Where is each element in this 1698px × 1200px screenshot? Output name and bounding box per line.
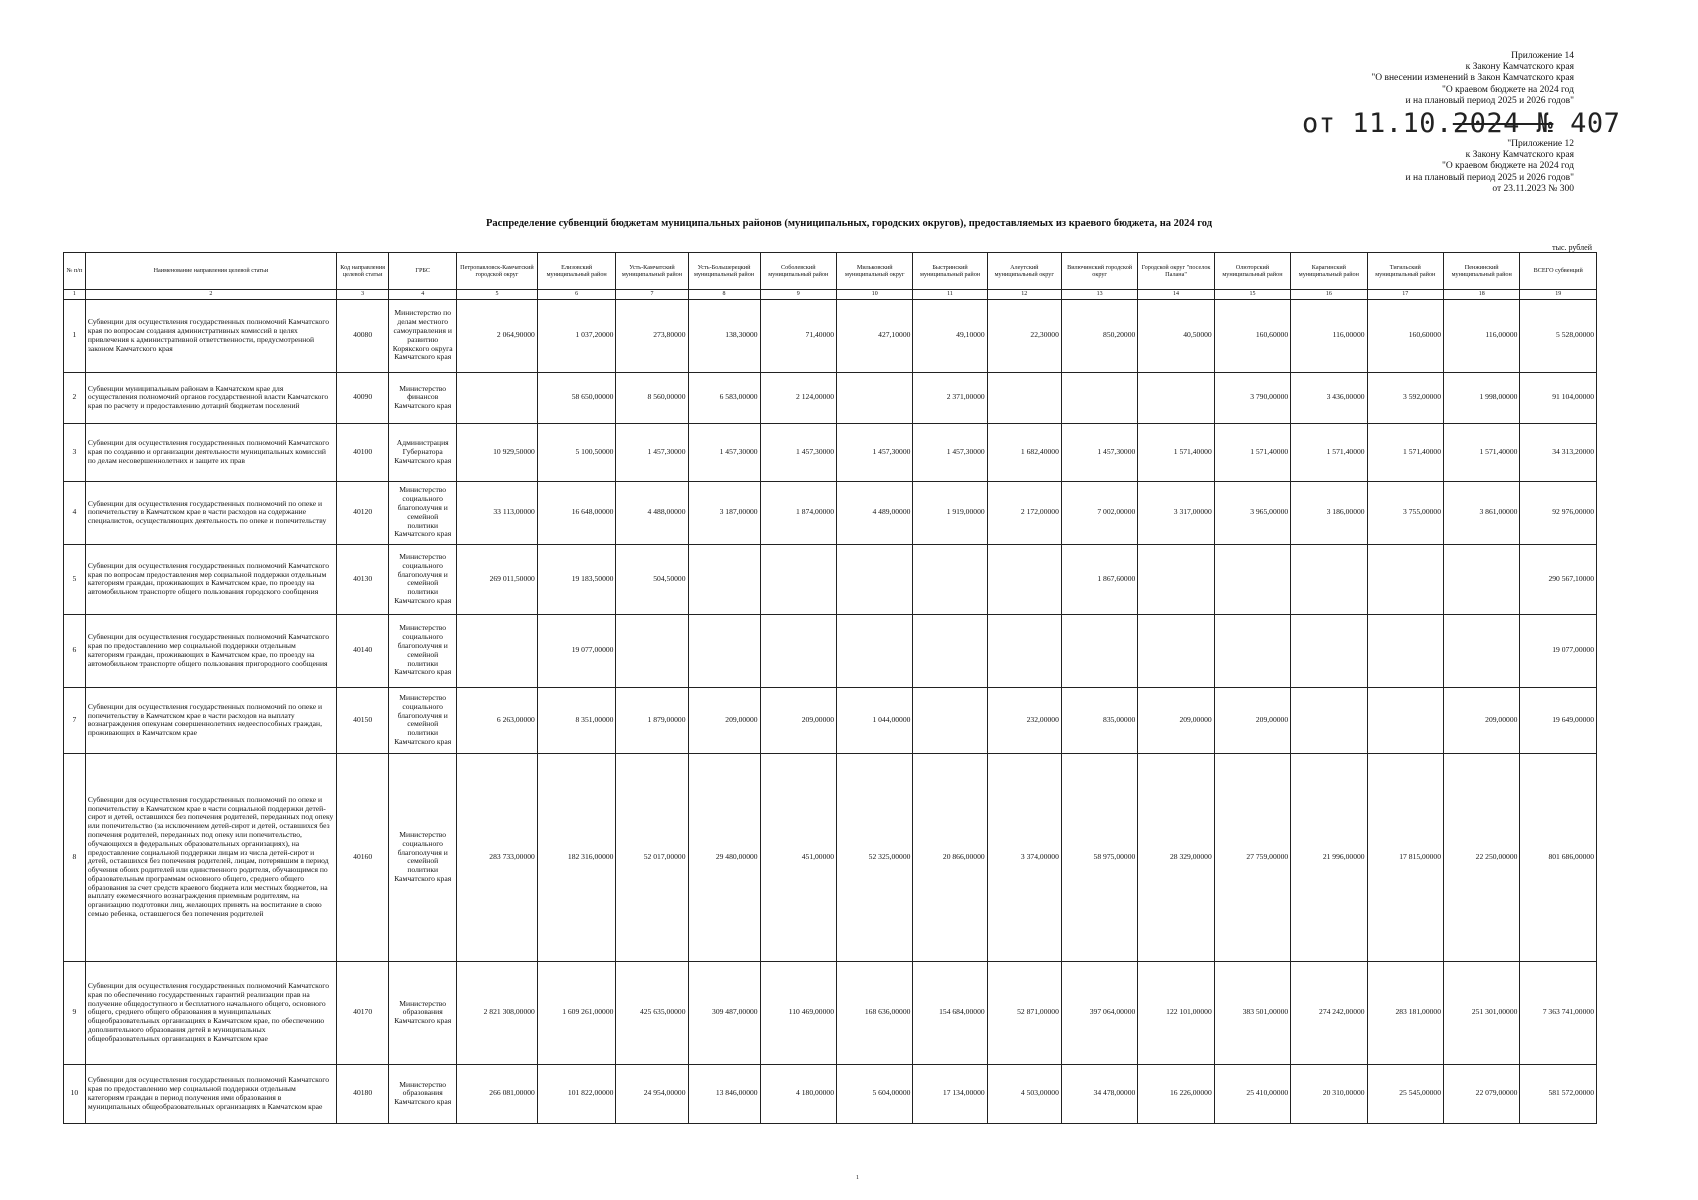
value-cell: 1 571,40000: [1214, 423, 1290, 481]
column-number: 12: [987, 290, 1061, 300]
row-number: 7: [64, 687, 86, 753]
column-header: Код направления целевой статьи: [336, 253, 388, 290]
value-cell: 138,30000: [688, 299, 760, 372]
total-cell: 19 649,00000: [1520, 687, 1597, 753]
total-cell: 34 313,20000: [1520, 423, 1597, 481]
value-cell: 835,00000: [1061, 687, 1137, 753]
value-cell: 209,00000: [760, 687, 836, 753]
row-grbs: Министерство социального благополучия и семейной политики Камчатского края: [389, 753, 457, 961]
appendix-line: "О краевом бюджете на 2024 год: [1442, 84, 1574, 95]
previous-appendix-header: [1154, 139, 1574, 195]
column-number: 10: [837, 290, 913, 300]
value-cell: 2 371,00000: [913, 372, 987, 423]
value-cell: 101 822,00000: [537, 1064, 616, 1123]
value-cell: [1291, 614, 1367, 687]
column-header: № п/п: [64, 253, 86, 290]
column-number: 15: [1214, 290, 1290, 300]
table-row: [64, 614, 1597, 687]
table-row: [64, 961, 1597, 1064]
total-cell: 91 104,00000: [1520, 372, 1597, 423]
column-header: Усть-Большерецкий муниципальный район: [688, 253, 760, 290]
value-cell: 71,40000: [760, 299, 836, 372]
value-cell: 1 879,00000: [616, 687, 688, 753]
total-cell: 801 686,00000: [1520, 753, 1597, 961]
value-cell: 182 316,00000: [537, 753, 616, 961]
value-cell: 1 457,30000: [688, 423, 760, 481]
value-cell: 1 457,30000: [760, 423, 836, 481]
row-code: 40160: [336, 753, 388, 961]
appendix-line: от 23.11.2023 № 300: [1492, 183, 1574, 194]
value-cell: 451,00000: [760, 753, 836, 961]
value-cell: [1214, 544, 1290, 614]
row-code: 40080: [336, 299, 388, 372]
value-cell: 309 487,00000: [688, 961, 760, 1064]
footer-mark: 1: [856, 1175, 859, 1181]
row-code: 40140: [336, 614, 388, 687]
row-code: 40100: [336, 423, 388, 481]
value-cell: [1138, 544, 1214, 614]
row-number: 3: [64, 423, 86, 481]
value-cell: 3 187,00000: [688, 481, 760, 544]
column-number: 19: [1520, 290, 1597, 300]
value-cell: 2 172,00000: [987, 481, 1061, 544]
value-cell: 273,80000: [616, 299, 688, 372]
appendix-header: [1154, 51, 1574, 107]
value-cell: 20 866,00000: [913, 753, 987, 961]
total-cell: 7 363 741,00000: [1520, 961, 1597, 1064]
value-cell: 52 017,00000: [616, 753, 688, 961]
row-name: Субвенции для осуществления государственных полномочий по опеке и попечительству в Камчатском крае в части расходов на выплату вознаграждения опекунам совершеннолетних недееспособных граждан, проживающих в Камчатском крае: [85, 687, 336, 753]
value-cell: 425 635,00000: [616, 961, 688, 1064]
column-header: Тигильский муниципальный район: [1367, 253, 1443, 290]
row-grbs: Министерство финансов Камчатского края: [389, 372, 457, 423]
value-cell: 25 410,00000: [1214, 1064, 1290, 1123]
row-number: 5: [64, 544, 86, 614]
column-header: Карагинский муниципальный район: [1291, 253, 1367, 290]
column-header: ВСЕГО субвенций: [1520, 253, 1597, 290]
table-row: [64, 481, 1597, 544]
value-cell: 1 998,00000: [1444, 372, 1520, 423]
units-label: тыс. рублей: [1552, 243, 1592, 252]
appendix-line: "Приложение 12: [1507, 139, 1574, 149]
value-cell: 1 037,20000: [537, 299, 616, 372]
total-cell: 290 567,10000: [1520, 544, 1597, 614]
column-header: ГРБС: [389, 253, 457, 290]
value-cell: [457, 372, 538, 423]
value-cell: 4 503,00000: [987, 1064, 1061, 1123]
value-cell: 3 755,00000: [1367, 481, 1443, 544]
value-cell: [1291, 687, 1367, 753]
row-name: Субвенции для осуществления государственных полномочий Камчатского края по вопросам создания административных комиссий в целях привлечения к административной ответственности, предусмотренной законом Камчатского края: [85, 299, 336, 372]
value-cell: 3 186,00000: [1291, 481, 1367, 544]
document-title: Распределение субвенций бюджетам муниципальных районов (муниципальных, городских округов), предоставляемых из краевого бюджета, на 2024 год: [485, 218, 1213, 229]
value-cell: [1061, 614, 1137, 687]
value-cell: 17 134,00000: [913, 1064, 987, 1123]
row-code: 40130: [336, 544, 388, 614]
column-number: 16: [1291, 290, 1367, 300]
value-cell: [688, 614, 760, 687]
value-cell: 3 374,00000: [987, 753, 1061, 961]
value-cell: 427,10000: [837, 299, 913, 372]
value-cell: 25 545,00000: [1367, 1064, 1443, 1123]
value-cell: 1 867,60000: [1061, 544, 1137, 614]
value-cell: 3 317,00000: [1138, 481, 1214, 544]
value-cell: 52 325,00000: [837, 753, 913, 961]
value-cell: [1444, 614, 1520, 687]
table-row: [64, 1064, 1597, 1123]
value-cell: 116,00000: [1291, 299, 1367, 372]
column-header: Мильковский муниципальный округ: [837, 253, 913, 290]
value-cell: [913, 544, 987, 614]
value-cell: 40,50000: [1138, 299, 1214, 372]
value-cell: 3 790,00000: [1214, 372, 1290, 423]
row-code: 40120: [336, 481, 388, 544]
value-cell: 22,30000: [987, 299, 1061, 372]
date-number-stamp: [1302, 108, 1620, 139]
row-number: 9: [64, 961, 86, 1064]
column-number: 5: [457, 290, 538, 300]
table-row: [64, 372, 1597, 423]
value-cell: 2 821 308,00000: [457, 961, 538, 1064]
value-cell: 4 488,00000: [616, 481, 688, 544]
value-cell: 116,00000: [1444, 299, 1520, 372]
column-number: 18: [1444, 290, 1520, 300]
value-cell: 1 874,00000: [760, 481, 836, 544]
column-number: 8: [688, 290, 760, 300]
stamp-number: 407: [1570, 108, 1621, 139]
value-cell: 33 113,00000: [457, 481, 538, 544]
value-cell: 1 457,30000: [1061, 423, 1137, 481]
value-cell: [1061, 372, 1137, 423]
value-cell: 5 604,00000: [837, 1064, 913, 1123]
total-cell: 581 572,00000: [1520, 1064, 1597, 1123]
row-grbs: Министерство по делам местного самоуправления и развитию Корякского округа Камчатского края: [389, 299, 457, 372]
value-cell: [913, 687, 987, 753]
value-cell: [1367, 614, 1443, 687]
row-name: Субвенции для осуществления государственных полномочий Камчатского края по вопросам предоставления мер социальной поддержки отдельным категориям граждан, проживающих в Камчатском крае, по проезду на автомобильном транспорте общего пользования городского сообщения: [85, 544, 336, 614]
value-cell: [1214, 614, 1290, 687]
value-cell: [616, 614, 688, 687]
value-cell: [1367, 544, 1443, 614]
column-number: 1: [64, 290, 86, 300]
table-row: [64, 299, 1597, 372]
column-number: 14: [1138, 290, 1214, 300]
value-cell: 283 181,00000: [1367, 961, 1443, 1064]
value-cell: [837, 614, 913, 687]
value-cell: 283 733,00000: [457, 753, 538, 961]
column-header: Соболевский муниципальный район: [760, 253, 836, 290]
row-grbs: Министерство образования Камчатского края: [389, 961, 457, 1064]
column-number: 9: [760, 290, 836, 300]
value-cell: 19 183,50000: [537, 544, 616, 614]
value-cell: 52 871,00000: [987, 961, 1061, 1064]
appendix-line: "О краевом бюджете на 2024 год: [1442, 161, 1574, 172]
value-cell: [987, 614, 1061, 687]
row-name: Субвенции муниципальным районам в Камчатском крае для осуществления полномочий органов государственной власти Камчатского края по расчету и предоставлению дотаций бюджетам поселений: [85, 372, 336, 423]
value-cell: 251 301,00000: [1444, 961, 1520, 1064]
value-cell: 209,00000: [1214, 687, 1290, 753]
value-cell: 1 457,30000: [913, 423, 987, 481]
value-cell: 6 263,00000: [457, 687, 538, 753]
column-header: Городской округ "поселок Палана": [1138, 253, 1214, 290]
row-code: 40090: [336, 372, 388, 423]
value-cell: 266 081,00000: [457, 1064, 538, 1123]
column-header: Вилючинский городской округ: [1061, 253, 1137, 290]
value-cell: 8 560,00000: [616, 372, 688, 423]
value-cell: 154 684,00000: [913, 961, 987, 1064]
value-cell: 49,10000: [913, 299, 987, 372]
value-cell: 28 329,00000: [1138, 753, 1214, 961]
column-number: 6: [537, 290, 616, 300]
value-cell: 168 636,00000: [837, 961, 913, 1064]
row-grbs: Администрация Губернатора Камчатского края: [389, 423, 457, 481]
total-cell: 5 528,00000: [1520, 299, 1597, 372]
appendix-line: "О внесении изменений в Закон Камчатского края: [1371, 73, 1574, 84]
value-cell: [457, 614, 538, 687]
column-number: 17: [1367, 290, 1443, 300]
value-cell: 21 996,00000: [1291, 753, 1367, 961]
row-number: 6: [64, 614, 86, 687]
row-name: Субвенции для осуществления государственных полномочий Камчатского края по обеспечению государственных гарантий реализации прав на получение общедоступного и бесплатного начального общего, основного общего, среднего общего образования в муниципальных общеобразовательных организациях в Камчатском крае, по обеспечению дополнительного образования детей в муниципальных общеобразовательных организациях в Камчатском крае: [85, 961, 336, 1064]
column-header: Быстринский муниципальный район: [913, 253, 987, 290]
value-cell: [760, 544, 836, 614]
row-name: Субвенции для осуществления государственных полномочий Камчатского края по предоставлению мер социальной поддержки отдельным категориям граждан в период получения ими образования в муниципальных общеобразовательных организациях в Камчатском крае: [85, 1064, 336, 1123]
value-cell: 58 650,00000: [537, 372, 616, 423]
row-grbs: Министерство социального благополучия и семейной политики Камчатского края: [389, 544, 457, 614]
column-number: 3: [336, 290, 388, 300]
value-cell: 1 571,40000: [1138, 423, 1214, 481]
row-grbs: Министерство социального благополучия и семейной политики Камчатского края: [389, 481, 457, 544]
row-grbs: Министерство образования Камчатского края: [389, 1064, 457, 1123]
value-cell: 20 310,00000: [1291, 1064, 1367, 1123]
value-cell: [760, 614, 836, 687]
row-grbs: Министерство социального благополучия и семейной политики Камчатского края: [389, 687, 457, 753]
column-header: Пенжинский муниципальный район: [1444, 253, 1520, 290]
value-cell: 1 571,40000: [1367, 423, 1443, 481]
value-cell: 27 759,00000: [1214, 753, 1290, 961]
appendix-line: к Закону Камчатского края: [1465, 150, 1574, 161]
value-cell: 7 002,00000: [1061, 481, 1137, 544]
value-cell: 24 954,00000: [616, 1064, 688, 1123]
value-cell: 6 583,00000: [688, 372, 760, 423]
value-cell: 3 436,00000: [1291, 372, 1367, 423]
value-cell: 5 100,50000: [537, 423, 616, 481]
value-cell: 4 180,00000: [760, 1064, 836, 1123]
value-cell: 160,60000: [1214, 299, 1290, 372]
value-cell: 2 124,00000: [760, 372, 836, 423]
value-cell: 383 501,00000: [1214, 961, 1290, 1064]
value-cell: [837, 544, 913, 614]
appendix-line: Приложение 14: [1511, 51, 1574, 61]
column-header: Елизовский муниципальный район: [537, 253, 616, 290]
value-cell: 269 011,50000: [457, 544, 538, 614]
column-number: 2: [85, 290, 336, 300]
value-cell: 110 469,00000: [760, 961, 836, 1064]
value-cell: 232,00000: [987, 687, 1061, 753]
column-header: Петропавловск-Камчатский городской округ: [457, 253, 538, 290]
value-cell: 4 489,00000: [837, 481, 913, 544]
value-cell: 1 044,00000: [837, 687, 913, 753]
value-cell: 19 077,00000: [537, 614, 616, 687]
value-cell: 850,20000: [1061, 299, 1137, 372]
column-number: 4: [389, 290, 457, 300]
table-body: [64, 299, 1597, 1123]
column-header: Наименование направления целевой статьи: [85, 253, 336, 290]
row-number: 4: [64, 481, 86, 544]
column-header: Усть-Камчатский муниципальный район: [616, 253, 688, 290]
table-row: [64, 753, 1597, 961]
total-cell: 19 077,00000: [1520, 614, 1597, 687]
value-cell: 1 919,00000: [913, 481, 987, 544]
table-row: [64, 544, 1597, 614]
value-cell: [913, 614, 987, 687]
value-cell: 1 609 261,00000: [537, 961, 616, 1064]
value-cell: 1 571,40000: [1291, 423, 1367, 481]
column-number: 7: [616, 290, 688, 300]
row-number: 1: [64, 299, 86, 372]
table-row: [64, 423, 1597, 481]
value-cell: 3 592,00000: [1367, 372, 1443, 423]
value-cell: 1 457,30000: [616, 423, 688, 481]
value-cell: 3 861,00000: [1444, 481, 1520, 544]
value-cell: 10 929,50000: [457, 423, 538, 481]
value-cell: 34 478,00000: [1061, 1064, 1137, 1123]
column-number: 13: [1061, 290, 1137, 300]
value-cell: 1 682,40000: [987, 423, 1061, 481]
value-cell: 3 965,00000: [1214, 481, 1290, 544]
appendix-line: и на плановый период 2025 и 2026 годов": [1405, 172, 1574, 183]
value-cell: 122 101,00000: [1138, 961, 1214, 1064]
value-cell: [837, 372, 913, 423]
value-cell: 274 242,00000: [1291, 961, 1367, 1064]
column-number: 11: [913, 290, 987, 300]
appendix-line: к Закону Камчатского края: [1465, 62, 1574, 73]
value-cell: [1367, 687, 1443, 753]
row-number: 8: [64, 753, 86, 961]
value-cell: [688, 544, 760, 614]
row-code: 40170: [336, 961, 388, 1064]
value-cell: [1444, 544, 1520, 614]
total-cell: 92 976,00000: [1520, 481, 1597, 544]
value-cell: [1291, 544, 1367, 614]
value-cell: 29 480,00000: [688, 753, 760, 961]
column-header: Олюторский муниципальный район: [1214, 253, 1290, 290]
value-cell: 22 079,00000: [1444, 1064, 1520, 1123]
value-cell: 160,60000: [1367, 299, 1443, 372]
value-cell: [987, 544, 1061, 614]
row-number: 2: [64, 372, 86, 423]
row-name: Субвенции для осуществления государственных полномочий Камчатского края по созданию и организации деятельности муниципальных комиссий по делам несовершеннолетних и защите их прав: [85, 423, 336, 481]
value-cell: 2 064,90000: [457, 299, 538, 372]
value-cell: 209,00000: [688, 687, 760, 753]
value-cell: 504,50000: [616, 544, 688, 614]
table-row: [64, 687, 1597, 753]
value-cell: 16 648,00000: [537, 481, 616, 544]
row-name: Субвенции для осуществления государственных полномочий Камчатского края по предоставлению мер социальной поддержки отдельным категориям граждан, проживающих в Камчатском крае, по проезду на автомобильном транспорте общего пользования пригородного сообщения: [85, 614, 336, 687]
value-cell: 209,00000: [1444, 687, 1520, 753]
row-code: 40180: [336, 1064, 388, 1123]
value-cell: 22 250,00000: [1444, 753, 1520, 961]
column-header: Алеутский муниципальный округ: [987, 253, 1061, 290]
value-cell: [987, 372, 1061, 423]
value-cell: 17 815,00000: [1367, 753, 1443, 961]
header-row: [64, 253, 1597, 290]
value-cell: 1 571,40000: [1444, 423, 1520, 481]
value-cell: 16 226,00000: [1138, 1064, 1214, 1123]
stamp-struck: 2024 №: [1452, 108, 1554, 139]
value-cell: 8 351,00000: [537, 687, 616, 753]
row-number: 10: [64, 1064, 86, 1123]
subvention-table: [63, 252, 1597, 1124]
value-cell: 13 846,00000: [688, 1064, 760, 1123]
row-name: Субвенции для осуществления государственных полномочий по опеке и попечительству в Камчатском крае в части расходов на содержание специалистов, осуществляющих деятельность по опеке и попечительству: [85, 481, 336, 544]
row-grbs: Министерство социального благополучия и семейной политики Камчатского края: [389, 614, 457, 687]
value-cell: 397 064,00000: [1061, 961, 1137, 1064]
column-number-row: [64, 290, 1597, 300]
row-code: 40150: [336, 687, 388, 753]
value-cell: 1 457,30000: [837, 423, 913, 481]
value-cell: [1138, 614, 1214, 687]
stamp-prefix: от 11.10.: [1302, 108, 1453, 139]
value-cell: 58 975,00000: [1061, 753, 1137, 961]
appendix-line: и на плановый период 2025 и 2026 годов": [1405, 95, 1574, 106]
row-name: Субвенции для осуществления государственных полномочий по опеке и попечительству в Камчатском крае в части социальной поддержки детей-сирот и детей, оставшихся без попечения родителей, переданных под опеку или попечительство (за исключением детей-сирот и детей, оставшихся без попечения родителей, переданных под опеку или попечительство, обучающихся в федеральных образовательных организациях), на предоставление социальной поддержки лицам из числа детей-сирот и детей, оставшихся без попечения родителей, лицам, потерявшим в период обучения обоих родителей или единственного родителя, обучающимся по образовательным программам основного общего, среднего общего образования за счет средств краевого бюджета или местных бюджетов, на выплату ежемесячного вознаграждения приемным родителям, на организацию подготовки лиц, желающих принять на воспитание в свою семью ребенка, оставшегося без попечения родителей: [85, 753, 336, 961]
value-cell: 209,00000: [1138, 687, 1214, 753]
value-cell: [1138, 372, 1214, 423]
